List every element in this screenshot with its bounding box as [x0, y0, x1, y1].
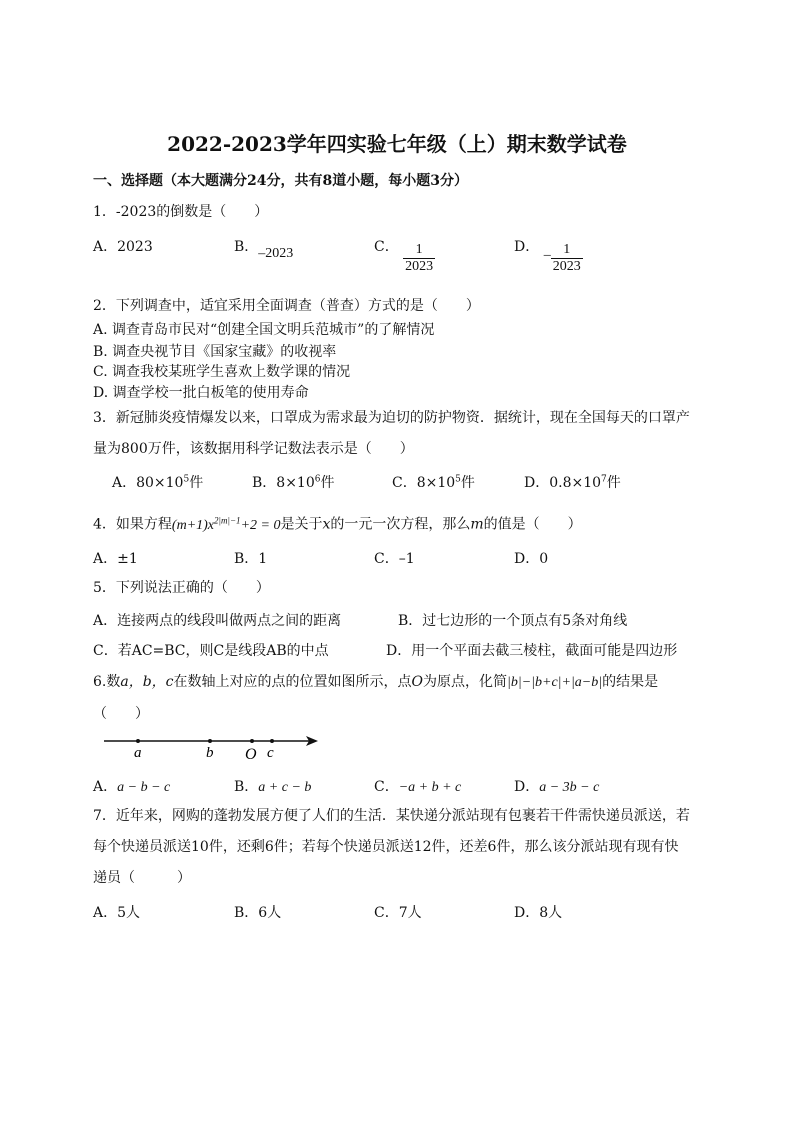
q5-option-d: D．用一个平面去截三棱柱，截面可能是四边形 [386, 643, 678, 659]
q5-option-b: B．过七边形的一个顶点有5条对角线 [398, 613, 628, 629]
q5-option-a: A．连接两点的线段叫做两点之间的距离 [93, 613, 342, 629]
point-b [208, 739, 212, 743]
question-5-stem: 5．下列说法正确的（ ） [93, 580, 270, 596]
question-3-line1: 3．新冠肺炎疫情爆发以来，口罩成为需求最为迫切的防护物资．据统计，现在全国每天的口罩产 [93, 410, 690, 426]
question-7-line1: 7．近年来，网购的蓬勃发展方便了人们的生活．某快递分派站现有包裹若干件需快递员派送，若 [93, 808, 690, 824]
q4-option-d: D．0 [514, 551, 549, 567]
label-b: b [206, 745, 214, 761]
q3-option-c: C．$8\times 10^5$件 [392, 474, 475, 491]
q6-option-c: C．−a + b + c [374, 779, 462, 795]
q2-option-b: B. 调查央视节目《国家宝藏》的收视率 [93, 344, 337, 360]
q4-option-c: C．–1 [374, 551, 415, 567]
question-4-stem: 4．如果方程$(m+1)x^{2|m|-1}+2 = 0$是关于x的一元一次方程，那么m的值是（ ） [93, 515, 582, 533]
q1-option-a: A．2023 [93, 239, 153, 255]
question-6-line1: 6.数a，b，c在数轴上对应的点的位置如图所示，点O为原点，化简|b|−|b+c|+|a−b|的结果是 [93, 674, 659, 690]
q4-option-b: B．1 [234, 551, 268, 567]
question-2-stem: 2．下列调查中，适宜采用全面调查（普查）方式的是（ ） [93, 298, 480, 314]
q6-option-b: B．a + c − b [234, 779, 312, 795]
label-c: c [267, 745, 274, 761]
q3-option-a: A．$80\times 10^5$件 [112, 474, 204, 491]
q4-option-a: A．±1 [93, 551, 138, 567]
q2-option-d: D. 调查学校一批白板笔的使用寿命 [93, 385, 309, 401]
question-6-line2: （ ） [93, 706, 149, 722]
q6-option-d: D．a − 3b − c [514, 779, 600, 795]
question-3-line2: 量为800万件，该数据用科学记数法表示是（ ） [93, 441, 414, 457]
q7-option-d: D．8人 [514, 905, 563, 921]
number-line-figure [100, 728, 330, 764]
question-1-stem: 1．-2023的倒数是（ ） [93, 204, 269, 220]
page-title: 2022-2023学年四实验七年级（上）期末数学试卷 [167, 132, 627, 156]
label-origin: O [245, 746, 257, 763]
q1-option-c: C． $\frac{1}{2023}$ [374, 239, 434, 274]
q7-option-b: B．6人 [234, 905, 282, 921]
q3-option-d: D．$0.8\times 10^7$件 [524, 474, 621, 491]
q7-option-c: C．7人 [374, 905, 422, 921]
q1-option-d: D． – $\frac{1}{2023}$ [514, 239, 581, 274]
q1-option-b: B．–2023 [234, 239, 294, 261]
q5-option-c: C．若AC=BC，则C是线段AB的中点 [93, 643, 329, 659]
q2-option-a: A. 调查青岛市民对“创建全国文明兵范城市”的了解情况 [93, 322, 435, 338]
question-7-line3: 递员（ ） [93, 870, 191, 886]
point-a [136, 739, 140, 743]
q7-option-a: A．5人 [93, 905, 141, 921]
q4-equation: $(m+1)x^{2|m|-1}+2 = 0$ [171, 515, 281, 533]
label-a: a [134, 745, 142, 761]
point-origin [250, 739, 254, 743]
q2-option-c: C. 调查我校某班学生喜欢上数学课的情况 [93, 364, 351, 380]
q3-option-b: B．$8\times 10^6$件 [252, 474, 335, 491]
point-c [270, 739, 274, 743]
q6-option-a: A．a − b − c [93, 779, 171, 795]
question-7-line2: 每个快递员派送10件，还剩6件；若每个快递员派送12件，还差6件，那么该分派站现有现有快 [93, 839, 679, 855]
section-heading: 一、选择题（本大题满分24分，共有8道小题，每小题3分） [93, 173, 468, 189]
